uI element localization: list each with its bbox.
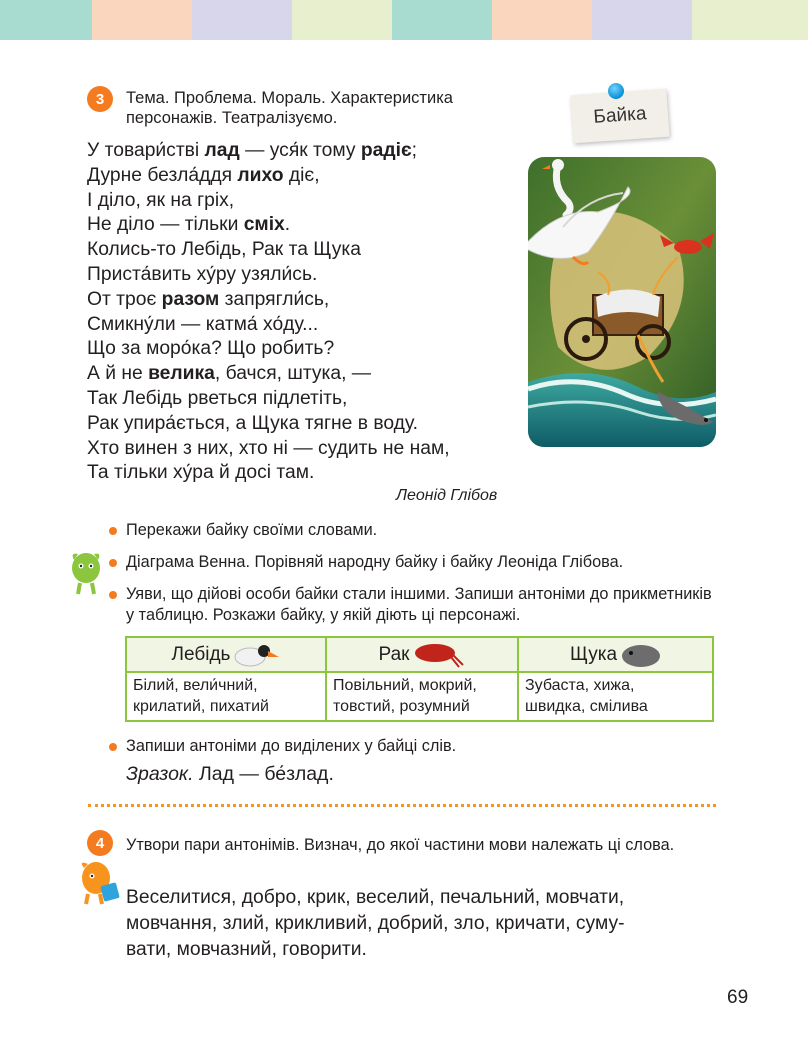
highlighted-word: радіє — [360, 140, 412, 161]
table-header-row — [127, 638, 712, 673]
top-strip-segment — [392, 0, 492, 40]
bullet-dot — [109, 743, 117, 751]
fable-poem — [87, 139, 527, 486]
poem-text: От троє — [87, 288, 162, 310]
words-line-2: мовчання, злий, крикливий, добрий, зло, кричати, суму- — [126, 913, 625, 934]
poem-text: запрягли́сь, — [219, 288, 330, 310]
cell-line: Білий, вели́чний, — [133, 677, 258, 694]
task-3-instruction-line-2: персонажів. Театралізуємо. — [126, 109, 338, 127]
table-cell-swan — [127, 673, 327, 720]
cell-line: швидка, смілива — [525, 698, 648, 715]
poem-line — [87, 461, 527, 486]
poem-text: . — [284, 214, 291, 236]
top-strip-segment — [492, 0, 592, 40]
table-header-pike — [519, 638, 712, 671]
top-strip-segment — [192, 0, 292, 40]
table-header-crayfish — [327, 638, 519, 671]
task-3-instruction — [126, 88, 526, 128]
poem-line — [87, 263, 527, 288]
task-3-instruction-line-1: Тема. Проблема. Мораль. Характеристика — [126, 89, 453, 107]
pike-icon — [621, 641, 661, 669]
words-line-1: Веселитися, добро, крик, веселий, печальний, мовчати, — [126, 887, 625, 908]
top-strip-segment — [692, 0, 808, 40]
top-strip-segment — [292, 0, 392, 40]
poem-text: Смикну́ли — катма́ хо́ду... — [87, 313, 319, 335]
poem-text: Колись-то Лебідь, Рак та Щука — [87, 239, 362, 261]
poem-text: Хто винен з них, хто ні — судить не нам, — [87, 437, 450, 459]
poem-text: Що за моро́ка? Що робить? — [87, 338, 335, 360]
poem-author: Леонід Глібов — [396, 487, 498, 504]
header-crayfish-label: Рак — [378, 643, 410, 665]
poem-line — [87, 412, 527, 437]
highlighted-word: лад — [204, 140, 240, 161]
highlighted-word: лихо — [237, 164, 284, 186]
table-body-row — [127, 673, 712, 720]
orange-mascot-icon — [78, 858, 122, 906]
poem-text: І діло, як на гріх, — [87, 189, 235, 211]
genre-label: Байка — [592, 103, 648, 128]
poem-line — [87, 238, 527, 263]
poem-text: діє, — [283, 164, 320, 186]
words-line-3: вати, мовчазний, говорити. — [126, 939, 367, 960]
poem-line — [87, 164, 527, 189]
top-color-strip — [0, 0, 808, 40]
task-4-instruction: Утвори пари антонімів. Визнач, до якої частини мови належать ці слова. — [126, 836, 675, 854]
task-bullet-antonyms-poem: Запиши антоніми до виділених у байці слів. — [126, 737, 457, 755]
highlighted-word: велика — [148, 363, 215, 385]
task-4-words — [126, 885, 726, 963]
poem-text: — уся́к тому — [239, 140, 361, 161]
cell-line: крилатий, пихатий — [133, 698, 269, 715]
top-strip-segment — [92, 0, 192, 40]
header-swan-label: Лебідь — [171, 643, 231, 665]
pushpin-icon — [608, 83, 624, 99]
example-label: Зразок. — [126, 763, 194, 785]
dotted-divider — [88, 804, 716, 807]
poem-line — [87, 387, 527, 412]
crayfish-icon — [413, 641, 465, 669]
task-bullet-antonyms-table: Уяви, що дійові особи байки стали іншими. Запиши антоніми до прикметників у таблицю. Розкажи байку, у якій діють ці персонажі. — [126, 585, 712, 624]
highlighted-word: разом — [161, 288, 220, 310]
poem-line — [87, 437, 527, 462]
poem-text: Не діло — тільки — [87, 214, 244, 236]
task-3-number: 3 — [87, 86, 113, 112]
cell-line: Зубаста, хижа, — [525, 677, 635, 694]
poem-line — [87, 313, 527, 338]
swan-icon — [234, 641, 280, 669]
poem-text: Дурне безла́ддя — [87, 164, 238, 186]
poem-line — [87, 288, 527, 313]
table-cell-crayfish — [327, 673, 519, 720]
poem-line — [87, 362, 527, 387]
poem-text: Та тільки ху́ра й досі там. — [87, 462, 315, 484]
poem-line — [87, 213, 527, 238]
bullet-dot — [109, 527, 117, 535]
poem-line — [87, 189, 527, 214]
header-pike-label: Щука — [569, 643, 618, 665]
task-4-number: 4 — [87, 830, 113, 856]
highlighted-word: сміх — [243, 214, 285, 236]
table-cell-pike — [519, 673, 712, 720]
page-number: 69 — [727, 987, 749, 1008]
poem-text: , бачся, штука, — — [214, 363, 372, 385]
swan-crayfish-pike-cart-illustration-icon — [528, 157, 716, 447]
example-line — [126, 763, 334, 786]
poem-text: У товари́стві — [87, 140, 205, 161]
poem-line — [87, 337, 527, 362]
poem-text: А й не — [87, 363, 149, 385]
task-bullet-retell: Перекажи байку своїми словами. — [126, 521, 378, 539]
green-mascot-icon — [68, 550, 104, 596]
task-bullet-venn: Діаграма Венна. Порівняй народну байку і байку Леоніда Глібова. — [126, 553, 624, 571]
poem-line — [87, 139, 527, 164]
cell-line: товстий, розумний — [333, 698, 470, 715]
example-text: Лад — бе́злад. — [193, 763, 334, 785]
poem-text: Так Лебідь рветься підлетіть, — [87, 387, 348, 409]
antonyms-table — [125, 636, 714, 722]
poem-text: Рак упира́ється, а Щука тягне в воду. — [87, 412, 418, 434]
table-header-swan — [127, 638, 327, 671]
top-strip-segment — [592, 0, 692, 40]
poem-text: ; — [411, 140, 417, 161]
poem-text: Приста́вить ху́ру узяли́сь. — [87, 263, 318, 285]
bullet-dot — [109, 591, 117, 599]
fable-illustration — [528, 157, 716, 447]
bullet-dot — [109, 559, 117, 567]
top-strip-segment — [0, 0, 92, 40]
cell-line: Повільний, мокрий, — [333, 677, 477, 694]
